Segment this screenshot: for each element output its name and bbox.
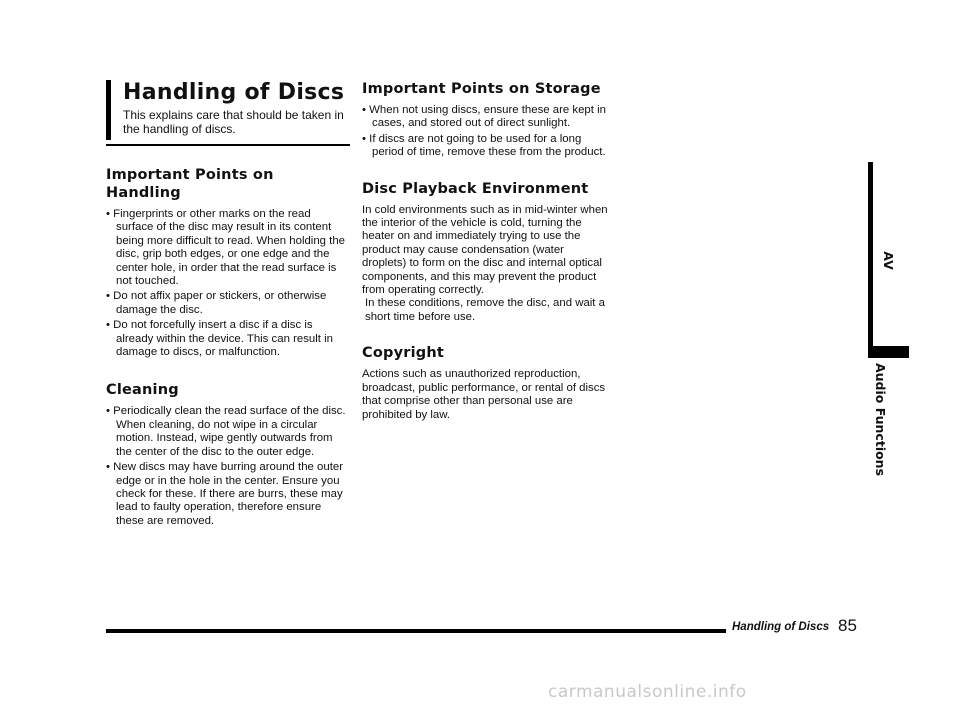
section-heading-handling: Important Points on Handling — [106, 167, 274, 201]
list-item: • Do not forcefully insert a disc if a disc is already within the device. This can result in damage to discs, or malfunction. — [106, 319, 346, 359]
side-tab-av-label: AV — [880, 250, 896, 270]
environment-paragraph: In cold environments such as in mid-winter when the interior of the vehicle is cold, turning the heater on and immediately trying to use the product may cause condensation (water droplets) to form on the disc and internal optical components, and this may prevent the product from operating correctly. — [362, 203, 608, 297]
list-item: • Fingerprints or other marks on the read surface of the disc may result in its content being more difficult to read. When holding the disc, grip both edges, or one edge and the center hole, in order that the read surface is not touched. — [106, 208, 346, 288]
side-tab-av — [876, 248, 900, 272]
footer-rule — [106, 629, 726, 633]
section-heading-cleaning: Cleaning — [106, 382, 179, 399]
side-tab-audio-label: Audio Functions — [873, 362, 889, 476]
watermark: carmanualsonline.info — [548, 682, 747, 702]
title-block — [106, 80, 346, 140]
environment-paragraph-2: In these conditions, remove the disc, and wait a short time before use. — [365, 297, 605, 323]
side-tab-marker — [868, 346, 909, 358]
left-column — [106, 80, 346, 530]
list-item: • New discs may have burring around the outer edge or in the hole in the center. Ensure you check for these. If there are burrs, these may lead to faulty operation, therefore ensure these are removed. — [106, 461, 346, 528]
section-heading-storage: Important Points on Storage — [362, 81, 601, 97]
side-tab-audio-functions — [846, 360, 916, 478]
list-item: • When not using discs, ensure these are kept in cases, and stored out of direct sunlight. — [362, 104, 608, 131]
page-number: 85 — [838, 616, 857, 635]
title-intro: This explains care that should be taken in the handling of discs. — [123, 108, 344, 136]
list-item: • Periodically clean the read surface of the disc. When cleaning, do not wipe in a circular motion. Instead, wipe gently outwards from the center of the disc to the outer edge. — [106, 405, 346, 459]
storage-list — [362, 104, 608, 160]
section-heading-environment: Disc Playback Environment — [362, 180, 589, 197]
footer-section-label: Handling of Discs — [732, 621, 830, 633]
list-item: • Do not affix paper or stickers, or otherwise damage the disc. — [106, 290, 346, 317]
page-title: Handling of Discs — [123, 80, 345, 105]
right-column — [362, 80, 608, 422]
section-heading-copyright: Copyright — [362, 345, 444, 362]
side-tab-line — [868, 162, 873, 358]
cleaning-list — [106, 405, 346, 528]
copyright-paragraph: Actions such as unauthorized reproduction, broadcast, public performance, or rental of discs that comprise other than personal use are prohibited by law. — [362, 368, 606, 421]
handling-list — [106, 208, 346, 359]
list-item: • If discs are not going to be used for a long period of time, remove these from the product. — [362, 133, 608, 160]
